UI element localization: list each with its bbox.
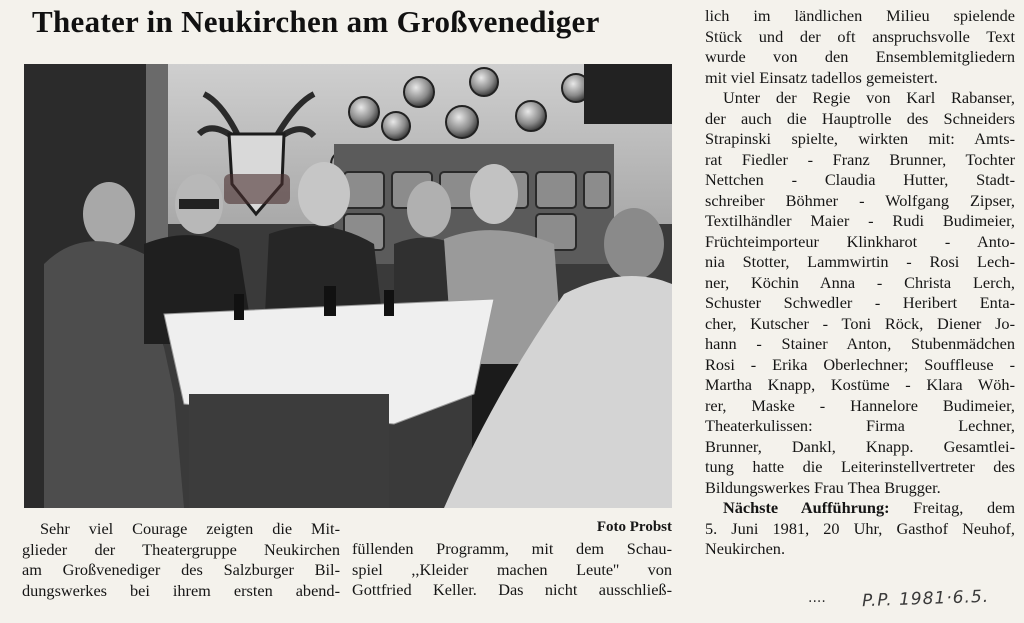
text-line — [705, 498, 1015, 519]
text-line: dungswerkes bei ihrem ersten abend- — [22, 580, 340, 600]
text-line: Textilhändler Maier - Rudi Budimeier, — [705, 211, 1015, 230]
article-column-2 — [352, 539, 672, 601]
theater-scene-photo — [24, 64, 672, 508]
text-line: füllenden Programm, mit dem Schau- — [352, 539, 672, 558]
text-line: wurde von den Ensemblemitgliedern — [705, 47, 1015, 66]
text-line: Unter der Regie von Karl Rabanser, — [723, 88, 1015, 107]
text-line: Martha Knapp, Kostüme - Klara Wöh- — [705, 375, 1015, 394]
text-line: Früchteimporteur Klinkharot - Anto- — [705, 231, 1015, 251]
text-line: Theaterkulissen: Firma Lechner, — [705, 416, 1015, 435]
text-line: am Großvenediger des Salzburger Bil- — [22, 560, 340, 579]
article-photo — [24, 64, 672, 508]
text-line: rat Fiedler - Franz Brunner, Tochter — [705, 149, 1015, 169]
text-line: rer, Maske - Hannelore Budimeier, — [705, 395, 1015, 415]
text-line: hann - Stainer Anton, Stubenmädchen — [705, 334, 1015, 353]
text-line: der auch die Hauptrolle des Schneiders — [705, 108, 1015, 128]
text-fragment: Freitag, dem — [889, 498, 1015, 517]
text-line: mit viel Einsatz tadellos gemeistert. — [705, 67, 938, 87]
trailing-dots: .... — [808, 590, 826, 606]
text-line: Sehr viel Courage zeigten die Mit- — [40, 519, 340, 538]
text-line: Bildungswerkes Frau Thea Brugger. — [705, 477, 941, 497]
text-line: Nettchen - Claudia Hutter, Stadt- — [705, 170, 1015, 189]
next-performance-label: Nächste Aufführung: — [723, 498, 890, 517]
text-line: cher, Kutscher - Toni Röck, Diener Jo- — [705, 313, 1015, 333]
text-line: Brunner, Dankl, Knapp. Gesamtlei- — [705, 436, 1015, 456]
text-line: lich im ländlichen Milieu spielende — [705, 6, 1015, 25]
article-headline: Theater in Neukirchen am Großvenediger — [32, 4, 600, 39]
text-line: 5. Juni 1981, 20 Uhr, Gasthof Neuhof, — [705, 518, 1015, 538]
text-line: Stück und der oft anspruchsvolle Text — [705, 26, 1015, 46]
text-line: Rosi - Erika Oberlechner; Souffleuse - — [705, 354, 1015, 374]
text-line: tung hatte die Leiterinstellvertreter des — [705, 457, 1015, 476]
text-line: schreiber Böhmer - Wolfgang Zipser, — [705, 190, 1015, 210]
text-line: Strapinski spielte, wirkten mit: Amts- — [705, 129, 1015, 148]
text-line: Neukirchen. — [705, 539, 786, 558]
text-line: Gottfried Keller. Das nicht ausschließ- — [352, 580, 672, 599]
text-line: ner, Köchin Anna - Christa Lerch, — [705, 272, 1015, 292]
photo-credit: Foto Probst — [596, 519, 672, 535]
text-line: spiel ,,Kleider machen Leute'' von — [352, 559, 672, 579]
text-line: nia Stotter, Lammwirtin - Rosi Lech- — [705, 252, 1015, 271]
article-column-1 — [22, 519, 340, 601]
handwritten-date-note: P.P. 1981·6.5. — [861, 586, 990, 612]
text-line: glieder der Theatergruppe Neukirchen — [22, 539, 340, 559]
text-line: Schuster Schwedler - Heribert Enta- — [705, 293, 1015, 312]
article-column-3 — [705, 6, 1015, 560]
